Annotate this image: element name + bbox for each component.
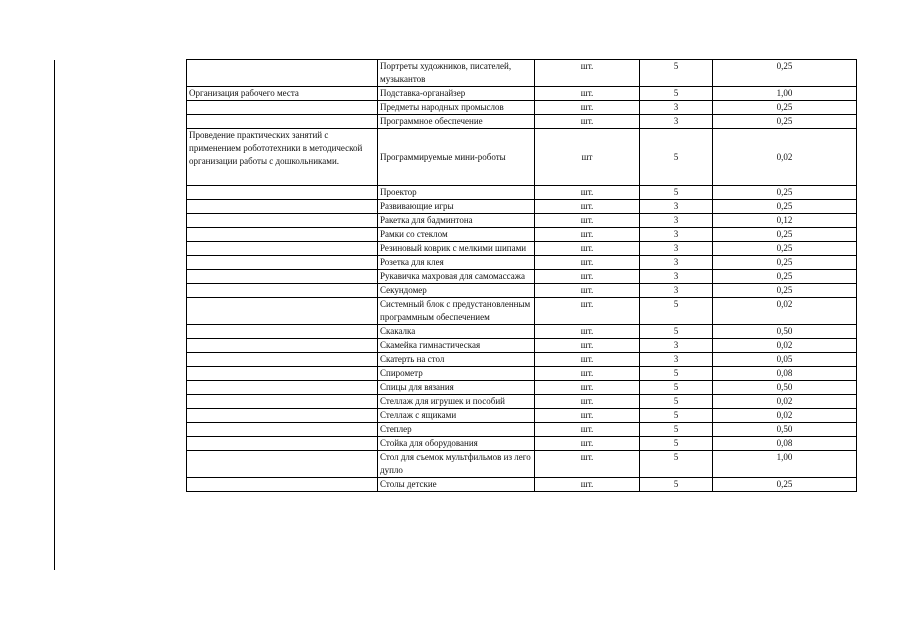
margin-rule	[54, 60, 55, 570]
item-name-cell: Стойка для оборудования	[378, 437, 535, 451]
unit-cell: шт.	[535, 101, 640, 115]
coefficient-cell: 1,00	[713, 87, 857, 101]
coefficient-cell: 0,02	[713, 395, 857, 409]
table-row	[187, 437, 857, 451]
table-row	[187, 298, 857, 325]
quantity-cell: 5	[640, 87, 713, 101]
table-row	[187, 381, 857, 395]
unit-cell: шт.	[535, 409, 640, 423]
quantity-cell: 5	[640, 367, 713, 381]
item-name-cell: Подставка-органайзер	[378, 87, 535, 101]
quantity-cell: 5	[640, 60, 713, 87]
coefficient-cell: 0,50	[713, 325, 857, 339]
section-cell	[187, 423, 378, 437]
table-row	[187, 353, 857, 367]
table-row	[187, 478, 857, 492]
coefficient-cell: 0,02	[713, 129, 857, 186]
section-cell	[187, 367, 378, 381]
equipment-table-body	[187, 60, 857, 492]
section-cell	[187, 339, 378, 353]
section-cell	[187, 437, 378, 451]
quantity-cell: 5	[640, 395, 713, 409]
quantity-cell: 5	[640, 409, 713, 423]
quantity-cell: 3	[640, 256, 713, 270]
section-cell	[187, 214, 378, 228]
table-row	[187, 367, 857, 381]
coefficient-cell: 0,25	[713, 478, 857, 492]
table-row	[187, 325, 857, 339]
section-cell	[187, 270, 378, 284]
section-cell	[187, 381, 378, 395]
section-cell	[187, 60, 378, 87]
table-row	[187, 256, 857, 270]
table-row	[187, 451, 857, 478]
section-cell: Проведение практических занятий с применением робототехники в методической организации работы с дошкольниками.	[187, 129, 378, 186]
unit-cell: шт.	[535, 87, 640, 101]
item-name-cell: Предметы народных промыслов	[378, 101, 535, 115]
section-cell	[187, 228, 378, 242]
unit-cell: шт.	[535, 353, 640, 367]
coefficient-cell: 0,25	[713, 242, 857, 256]
table-row	[187, 270, 857, 284]
unit-cell: шт.	[535, 60, 640, 87]
item-name-cell: Рукавичка махровая для самомассажа	[378, 270, 535, 284]
unit-cell: шт.	[535, 115, 640, 129]
unit-cell: шт.	[535, 270, 640, 284]
item-name-cell: Стеллаж с ящиками	[378, 409, 535, 423]
table-row	[187, 200, 857, 214]
unit-cell: шт.	[535, 325, 640, 339]
coefficient-cell: 0,25	[713, 284, 857, 298]
item-name-cell: Портреты художников, писателей, музыкантов	[378, 60, 535, 87]
table-row	[187, 242, 857, 256]
coefficient-cell: 0,08	[713, 437, 857, 451]
section-cell	[187, 186, 378, 200]
item-name-cell: Проектор	[378, 186, 535, 200]
section-cell	[187, 478, 378, 492]
unit-cell: шт.	[535, 228, 640, 242]
item-name-cell: Скатерть на стол	[378, 353, 535, 367]
coefficient-cell: 0,05	[713, 353, 857, 367]
coefficient-cell: 0,25	[713, 101, 857, 115]
item-name-cell: Программируемые мини-роботы	[378, 129, 535, 186]
section-cell	[187, 242, 378, 256]
coefficient-cell: 1,00	[713, 451, 857, 478]
quantity-cell: 3	[640, 242, 713, 256]
item-name-cell: Степлер	[378, 423, 535, 437]
item-name-cell: Столы детские	[378, 478, 535, 492]
item-name-cell: Стеллаж для игрушек и пособий	[378, 395, 535, 409]
table-row	[187, 101, 857, 115]
table-row	[187, 284, 857, 298]
item-name-cell: Спирометр	[378, 367, 535, 381]
unit-cell: шт	[535, 129, 640, 186]
unit-cell: шт.	[535, 339, 640, 353]
table-row	[187, 339, 857, 353]
coefficient-cell: 0,25	[713, 228, 857, 242]
equipment-table	[186, 59, 857, 492]
quantity-cell: 3	[640, 115, 713, 129]
table-row	[187, 60, 857, 87]
coefficient-cell: 0,02	[713, 409, 857, 423]
table-row	[187, 186, 857, 200]
table-row	[187, 129, 857, 186]
table-row	[187, 409, 857, 423]
quantity-cell: 5	[640, 437, 713, 451]
table-row	[187, 115, 857, 129]
table-row	[187, 214, 857, 228]
item-name-cell: Развивающие игры	[378, 200, 535, 214]
unit-cell: шт.	[535, 437, 640, 451]
quantity-cell: 3	[640, 270, 713, 284]
item-name-cell: Системный блок с предустановленным программным обеспечением	[378, 298, 535, 325]
section-cell	[187, 395, 378, 409]
coefficient-cell: 0,02	[713, 298, 857, 325]
section-cell	[187, 101, 378, 115]
coefficient-cell: 0,50	[713, 423, 857, 437]
coefficient-cell: 0,25	[713, 186, 857, 200]
table-row	[187, 228, 857, 242]
quantity-cell: 5	[640, 298, 713, 325]
coefficient-cell: 0,25	[713, 270, 857, 284]
section-cell	[187, 451, 378, 478]
unit-cell: шт.	[535, 451, 640, 478]
unit-cell: шт.	[535, 423, 640, 437]
unit-cell: шт.	[535, 256, 640, 270]
quantity-cell: 3	[640, 339, 713, 353]
unit-cell: шт.	[535, 367, 640, 381]
coefficient-cell: 0,25	[713, 256, 857, 270]
unit-cell: шт.	[535, 186, 640, 200]
item-name-cell: Резиновый коврик с мелкими шипами	[378, 242, 535, 256]
coefficient-cell: 0,25	[713, 200, 857, 214]
coefficient-cell: 0,25	[713, 60, 857, 87]
item-name-cell: Ракетка для бадминтона	[378, 214, 535, 228]
quantity-cell: 5	[640, 478, 713, 492]
item-name-cell: Стол для съемок мультфильмов из лего дупло	[378, 451, 535, 478]
quantity-cell: 3	[640, 200, 713, 214]
quantity-cell: 5	[640, 423, 713, 437]
item-name-cell: Спицы для вязания	[378, 381, 535, 395]
unit-cell: шт.	[535, 284, 640, 298]
coefficient-cell: 0,25	[713, 115, 857, 129]
item-name-cell: Скакалка	[378, 325, 535, 339]
quantity-cell: 3	[640, 353, 713, 367]
unit-cell: шт.	[535, 381, 640, 395]
table-row	[187, 395, 857, 409]
item-name-cell: Скамейка гимнастическая	[378, 339, 535, 353]
section-cell	[187, 256, 378, 270]
table-row	[187, 87, 857, 101]
item-name-cell: Рамки со стеклом	[378, 228, 535, 242]
quantity-cell: 5	[640, 129, 713, 186]
coefficient-cell: 0,12	[713, 214, 857, 228]
coefficient-cell: 0,02	[713, 339, 857, 353]
section-cell	[187, 353, 378, 367]
section-cell: Организация рабочего места	[187, 87, 378, 101]
quantity-cell: 5	[640, 186, 713, 200]
section-cell	[187, 284, 378, 298]
item-name-cell: Розетка для клея	[378, 256, 535, 270]
quantity-cell: 3	[640, 284, 713, 298]
section-cell	[187, 298, 378, 325]
section-cell	[187, 409, 378, 423]
unit-cell: шт.	[535, 214, 640, 228]
item-name-cell: Программное обеспечение	[378, 115, 535, 129]
unit-cell: шт.	[535, 478, 640, 492]
section-cell	[187, 115, 378, 129]
coefficient-cell: 0,50	[713, 381, 857, 395]
quantity-cell: 5	[640, 381, 713, 395]
quantity-cell: 5	[640, 325, 713, 339]
coefficient-cell: 0,08	[713, 367, 857, 381]
unit-cell: шт.	[535, 242, 640, 256]
quantity-cell: 3	[640, 214, 713, 228]
quantity-cell: 3	[640, 228, 713, 242]
table-row	[187, 423, 857, 437]
quantity-cell: 3	[640, 101, 713, 115]
section-cell	[187, 325, 378, 339]
item-name-cell: Секундомер	[378, 284, 535, 298]
quantity-cell: 5	[640, 451, 713, 478]
section-cell	[187, 200, 378, 214]
unit-cell: шт.	[535, 395, 640, 409]
unit-cell: шт.	[535, 298, 640, 325]
unit-cell: шт.	[535, 200, 640, 214]
